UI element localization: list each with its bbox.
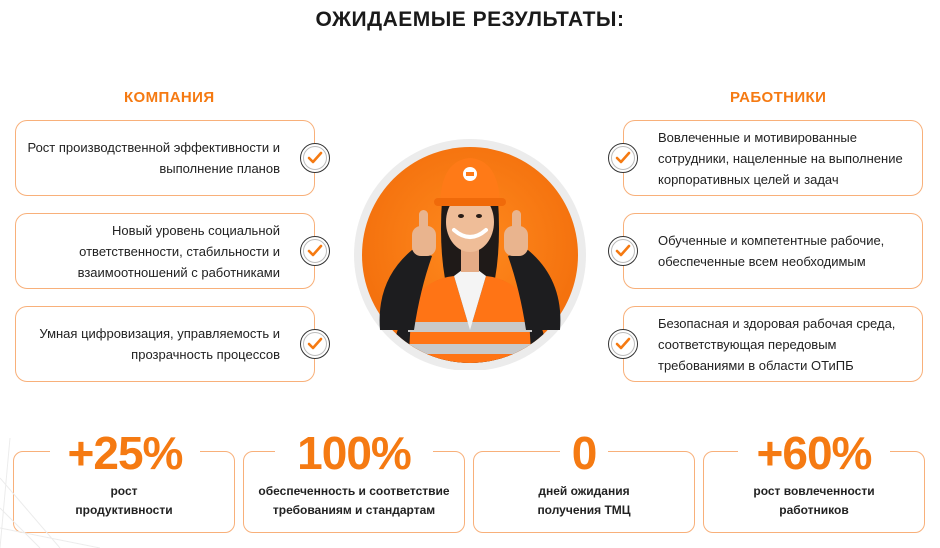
check-circle-icon (608, 143, 638, 173)
check-circle-icon (608, 329, 638, 359)
company-card-2: Новый уровень социальной ответственности, стабильности и взаимоотношений с работниками (15, 213, 315, 289)
stat-value-waiting: 0 (560, 428, 608, 478)
company-heading: КОМПАНИЯ (124, 89, 215, 106)
stat-label-waiting: дней ожидания получения ТМЦ (537, 484, 631, 517)
check-circle-icon (300, 236, 330, 266)
worker-thumbs-up-photo (350, 130, 590, 370)
company-card-1: Рост производственной эффективности и выполнение планов (15, 120, 315, 196)
decorative-lines (0, 438, 120, 548)
company-card-3: Умная цифровизация, управляемость и прозрачность процессов (15, 306, 315, 382)
stat-value-compliance: 100% (275, 428, 433, 478)
stat-value-engagement: +60% (738, 428, 890, 478)
check-circle-icon (300, 143, 330, 173)
stat-label-engagement: рост вовлеченности работников (753, 484, 875, 517)
stat-label-productivity: рост продуктивности (75, 484, 173, 517)
page-title: ОЖИДАЕМЫЕ РЕЗУЛЬТАТЫ: (315, 8, 625, 31)
workers-card-3: Безопасная и здоровая рабочая среда, соответствующая передовым требованиями в области ОТиПБ (623, 306, 923, 382)
check-circle-icon (608, 236, 638, 266)
workers-card-2: Обученные и компетентные рабочие, обеспеченные всем необходимым (623, 213, 923, 289)
stat-value-productivity: +25% (50, 428, 200, 478)
stat-label-compliance: обеспеченность и соответствие требованиям и стандартам (258, 484, 450, 517)
check-circle-icon (300, 329, 330, 359)
workers-card-1: Вовлеченные и мотивированные сотрудники, нацеленные на выполнение корпоративных целей и задач (623, 120, 923, 196)
workers-heading: РАБОТНИКИ (730, 89, 827, 106)
